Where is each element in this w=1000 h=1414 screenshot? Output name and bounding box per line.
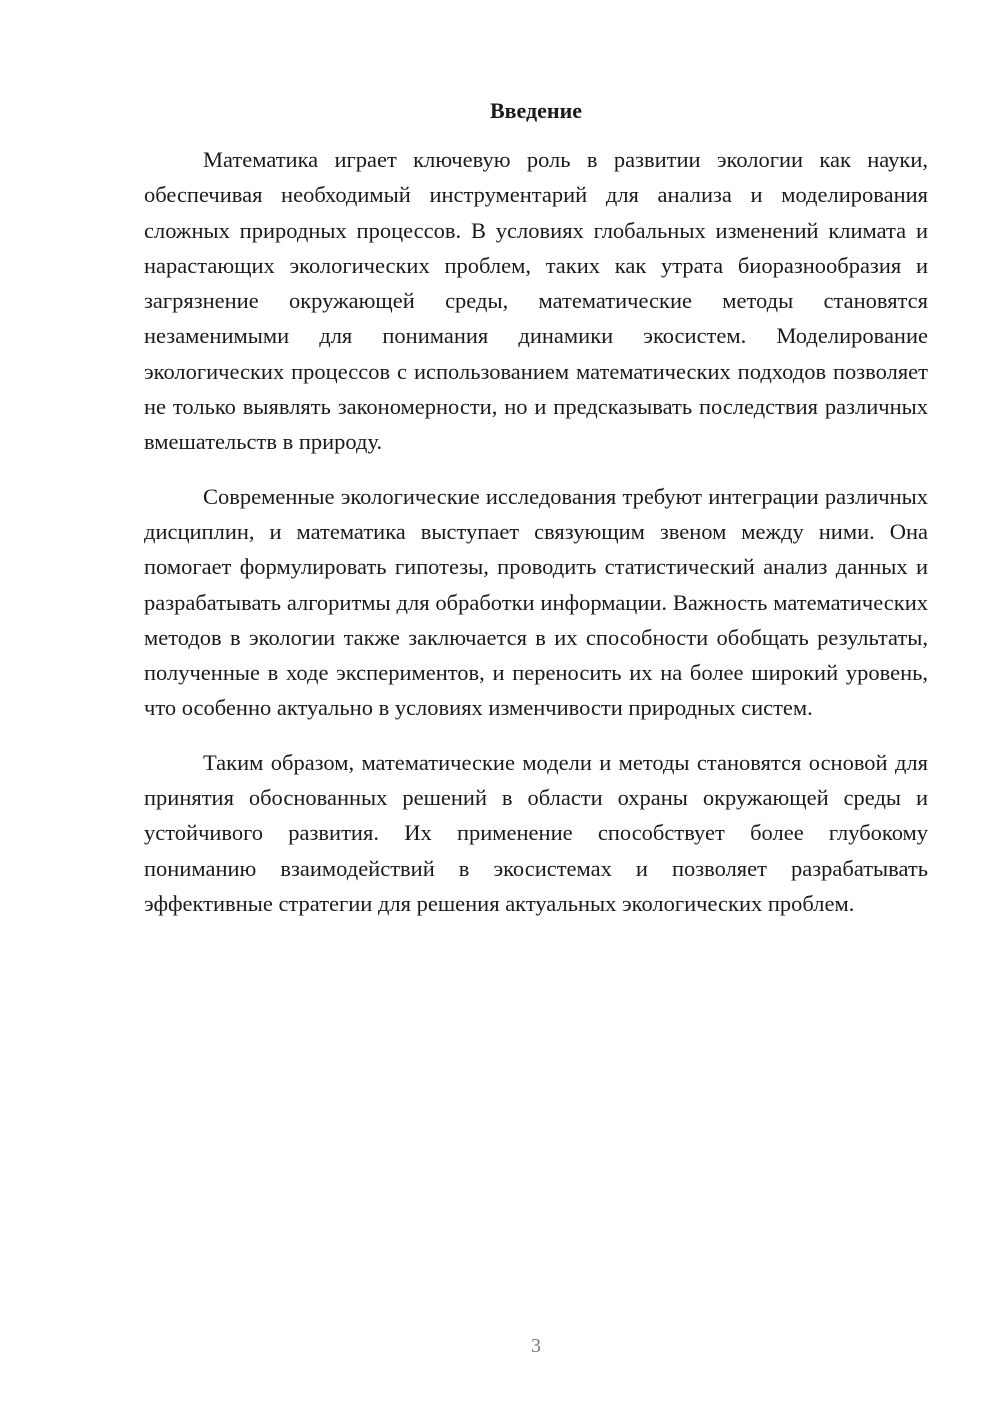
paragraph-3: Таким образом, математические модели и методы становятся основой для принятия обоснованных решений в области охраны окружающей среды и устойчивого развития. Их применение способствует более глубокому пониманию взаимодействий в экосистемах и позволяет разрабатывать эффективные стратегии для решения актуальных экологических проблем. <box>144 749 928 916</box>
document-body <box>144 142 928 940</box>
paragraph-1: Математика играет ключевую роль в развитии экологии как науки, обеспечивая необходимый инструментарий для анализа и моделирования сложных природных процессов. В условиях глобальных изменений климата и нарастающих экологических проблем, таких как утрата биоразнообразия и загрязнение окружающей среды, математические методы становятся незаменимыми для понимания динамики экосистем. Моделирование экологических процессов с использованием математических подходов позволяет не только выявлять закономерности, но и предсказывать последствия различных вмешательств в природу. <box>144 147 928 455</box>
paragraph-2: Современные экологические исследования требуют интеграции различных дисциплин, и математика выступает связующим звеном между ними. Она помогает формулировать гипотезы, проводить статистический анализ данных и разрабатывать алгоритмы для обработки информации. Важность математических методов в экологии также заключается в их способности обобщать результаты, полученные в ходе экспериментов, и переносить их на более широкий уровень, что особенно актуально в условиях изменчивости природных систем. <box>144 483 928 721</box>
page-number: 3 <box>531 1335 541 1357</box>
page-title: Введение <box>489 98 583 123</box>
